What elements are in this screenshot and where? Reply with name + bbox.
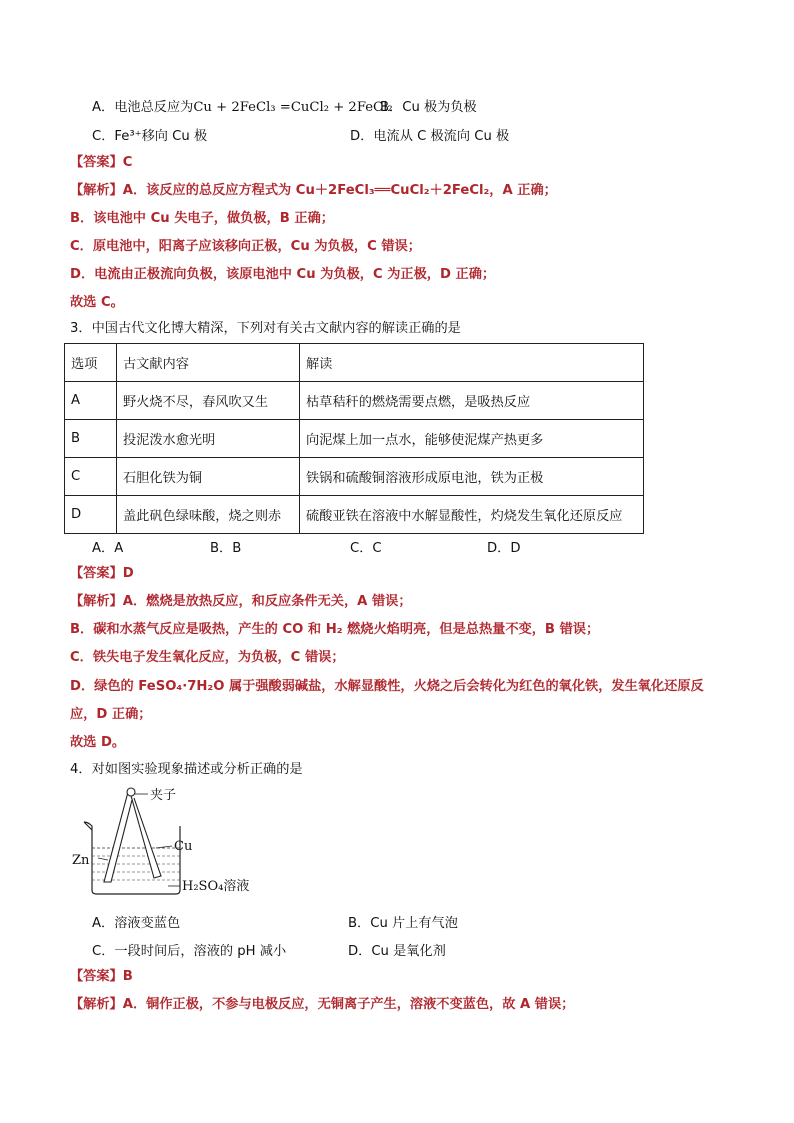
q2-analysis-line-1	[70, 182, 557, 200]
q2-analysis-line-2: B．该电池中 Cu 失电子，做负极，B 正确；	[70, 211, 334, 226]
q4-option-d: D．Cu 是氧化剂	[348, 944, 446, 959]
zn-label-leader	[98, 858, 108, 860]
q4-answer	[70, 968, 133, 986]
table-header-cell: 选项	[65, 344, 117, 382]
analysis-text: A．铜作正极，不参与电极反应，无铜离子产生，溶液不变蓝色，故 A 错误；	[122, 997, 575, 1012]
table-cell: 石胆化铁为铜	[117, 458, 300, 496]
q3-analysis-line-5: 应，D 正确；	[70, 707, 152, 722]
table-cell: 硫酸亚铁在溶液中水解显酸性，灼烧发生氧化还原反应	[300, 496, 644, 534]
q2-answer	[70, 154, 132, 172]
analysis-text: A．燃烧是放热反应，和反应条件无关，A 错误；	[122, 594, 412, 609]
solution-label: H₂SO₄溶液	[182, 879, 250, 894]
q4-stem: 4．对如图实验现象描述或分析正确的是	[70, 762, 303, 777]
table-cell: A	[65, 382, 117, 420]
q2-analysis-line-3: C．原电池中，阳离子应该移向正极，Cu 为负极，C 错误；	[70, 239, 421, 254]
table-header-row	[65, 344, 644, 382]
analysis-text: A．该反应的总反应方程式为 Cu＋2FeCl₃══CuCl₂＋2FeCl₂，A 正确；	[122, 183, 557, 198]
q3-analysis-line-3: C．铁失电子发生氧化反应，为负极，C 错误；	[70, 650, 345, 665]
clip-label: 夹子	[150, 788, 177, 803]
q4-option-b: B．Cu 片上有气泡	[348, 916, 458, 931]
table-row	[65, 458, 644, 496]
q4-analysis-line-1	[70, 996, 574, 1014]
table-header-cell: 解读	[300, 344, 644, 382]
q3-option-b: B．B	[210, 541, 242, 556]
q2-option-b: B．Cu 极为负极	[380, 100, 477, 115]
q3-stem: 3．中国古代文化博大精深，下列对有关古文献内容的解读正确的是	[70, 321, 461, 336]
q2-option-d: D．电流从 C 极流向 Cu 极	[350, 129, 510, 144]
table-cell: 投泥泼水愈光明	[117, 420, 300, 458]
answer-value: D	[122, 566, 134, 581]
table-cell: 枯草秸秆的燃烧需要点燃，是吸热反应	[300, 382, 644, 420]
q2-analysis-line-4: D．电流由正极流向负极，该原电池中 Cu 为负极，C 为正极，D 正确；	[70, 267, 496, 282]
answer-label: 【答案】	[70, 566, 123, 581]
q3-analysis-line-2: B．碳和水蒸气反应是吸热，产生的 CO 和 H₂ 燃烧火焰明亮，但是总热量不变，B 错误；	[70, 622, 600, 637]
answer-value: B	[122, 969, 133, 984]
q4-option-a: A．溶液变蓝色	[92, 916, 181, 931]
table-cell: 盖此矾色绿味酸，烧之则赤	[117, 496, 300, 534]
q3-table	[64, 343, 644, 534]
zn-electrode	[104, 792, 132, 882]
analysis-label: 【解析】	[70, 594, 123, 609]
cu-label: Cu	[174, 839, 193, 854]
table-cell: 向泥煤上加一点水，能够使泥煤产热更多	[300, 420, 644, 458]
q3-option-c: C．C	[350, 541, 382, 556]
q3-analysis-line-6: 故选 D。	[70, 735, 126, 750]
table-row	[65, 382, 644, 420]
q3-option-a: A．A	[92, 541, 124, 556]
analysis-label: 【解析】	[70, 183, 123, 198]
q3-analysis-line-4: D．绿色的 FeSO₄·7H₂O 属于强酸弱碱盐，水解显酸性，火烧之后会转化为红色的氧化铁，发生氧化还原反	[70, 679, 704, 694]
analysis-label: 【解析】	[70, 997, 123, 1012]
galvanic-cell-figure	[68, 786, 298, 896]
q4-option-c: C．一段时间后，溶液的 pH 减小	[92, 944, 287, 959]
q3-option-d: D．D	[487, 541, 521, 556]
zn-label: Zn	[72, 853, 90, 868]
table-cell: D	[65, 496, 117, 534]
q2-option-a-formula: Cu + 2FeCl₃ =CuCl₂ + 2FeCl₂	[193, 100, 393, 115]
q3-answer	[70, 565, 134, 583]
answer-label: 【答案】	[70, 969, 123, 984]
table-row	[65, 420, 644, 458]
q2-option-a	[92, 96, 393, 115]
q2-option-a-text: A．电池总反应为	[92, 100, 194, 115]
answer-label: 【答案】	[70, 155, 123, 170]
table-cell: B	[65, 420, 117, 458]
answer-value: C	[122, 155, 133, 170]
table-header-cell: 古文献内容	[117, 344, 300, 382]
clip-shape	[127, 788, 135, 796]
q2-option-c: C．Fe³⁺移向 Cu 极	[92, 129, 208, 144]
table-cell: 野火烧不尽，春风吹又生	[117, 382, 300, 420]
q2-analysis-line-5: 故选 C。	[70, 295, 124, 310]
q3-analysis-line-1	[70, 593, 412, 611]
cu-electrode	[130, 792, 161, 878]
table-row	[65, 496, 644, 534]
table-cell: 铁锅和硫酸铜溶液形成原电池，铁为正极	[300, 458, 644, 496]
table-cell: C	[65, 458, 117, 496]
